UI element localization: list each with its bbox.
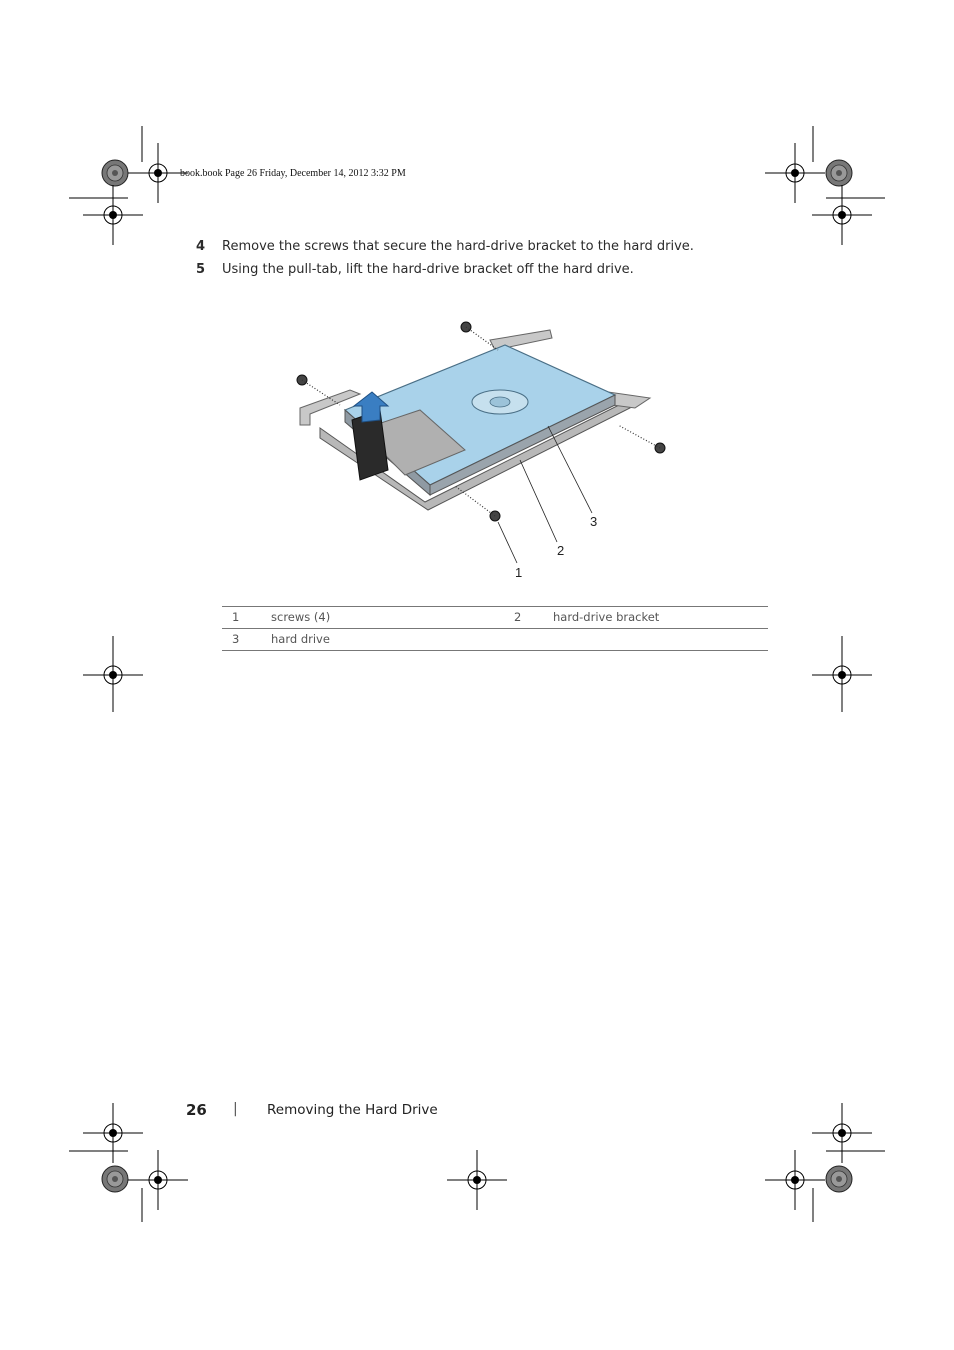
legend-number bbox=[504, 629, 553, 651]
step-number: 5 bbox=[196, 262, 206, 277]
hard-drive-illustration bbox=[290, 310, 670, 600]
table-row bbox=[222, 629, 768, 651]
callout-2: 2 bbox=[557, 543, 565, 558]
legend-label bbox=[553, 629, 768, 651]
legend-label: hard drive bbox=[271, 629, 504, 651]
legend-label: hard-drive bracket bbox=[553, 607, 768, 629]
step-text: Using the pull-tab, lift the hard-drive bracket off the hard drive. bbox=[222, 262, 634, 277]
legend-table bbox=[222, 606, 768, 651]
table-row bbox=[222, 607, 768, 629]
legend-number: 2 bbox=[504, 607, 553, 629]
legend-label: screws (4) bbox=[271, 607, 504, 629]
step-text: Remove the screws that secure the hard-drive bracket to the hard drive. bbox=[222, 239, 694, 254]
step-4 bbox=[196, 239, 694, 254]
step-5 bbox=[196, 262, 634, 277]
legend-number: 1 bbox=[222, 607, 271, 629]
callout-1: 1 bbox=[515, 565, 523, 580]
section-title: Removing the Hard Drive bbox=[267, 1102, 438, 1118]
page-number: 26 bbox=[186, 1101, 207, 1119]
step-number: 4 bbox=[196, 239, 206, 254]
legend-number: 3 bbox=[222, 629, 271, 651]
footer-separator: | bbox=[233, 1101, 238, 1117]
callout-3: 3 bbox=[590, 514, 598, 529]
print-slug: book.book Page 26 Friday, December 14, 2012 3:32 PM bbox=[180, 168, 406, 179]
